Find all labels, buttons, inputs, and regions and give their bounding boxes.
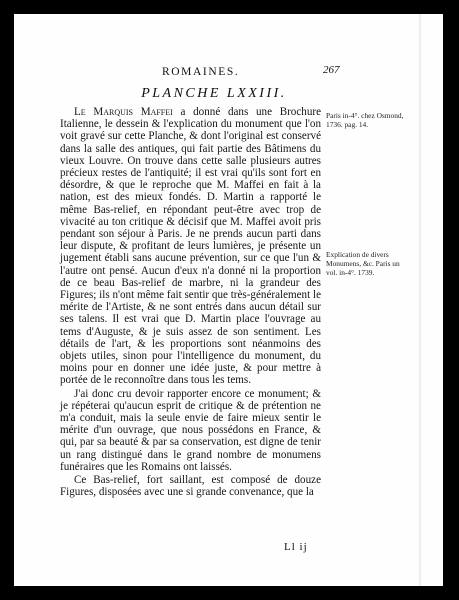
page-spine-shadow bbox=[418, 14, 421, 586]
margin-note: Explication de divers Monumens, &c. Paris un vol. in-4°. 1739. bbox=[326, 250, 400, 277]
body-text bbox=[60, 106, 321, 499]
paragraph-3 bbox=[60, 474, 321, 498]
paragraph-1 bbox=[60, 106, 321, 387]
paragraph-2 bbox=[60, 388, 321, 473]
paragraph-lead: Le Marquis Maffei bbox=[74, 106, 173, 118]
paragraph-text: J'ai donc cru devoir rapporter encore ce monument; & je répéterai qu'aucun esprit de critique & de prétention ne m'a conduit, mais la seule envie de faire mieux sentir le mérite d'un ouvrage, que nous possédons en France, & qui, par sa beauté & par sa conservation, est digne de tenir un rang distingué dans le grand nombre de monumens funéraires que les Romains ont laissés. bbox=[60, 387, 321, 473]
paragraph-text: a donné dans une Brochure Italienne, le dessein & l'explication du monument que l'on voit gravé sur cette Planche, & dont l'original est conservé dans la salle des antiques, qui fait partie des Bâtimens du vieux Louvre. On trouve dans cette salle plusieurs autres précieux restes de l'antiquité; il est vrai qu'ils sont fort en désordre, & que le reproche que M. Maffei en fait à la nation, est des mieux fondés. D. Martin a rapporté le même Bas-relief, en répondant peut-être avec trop de vivacité au ton critique & décisif que M. Maffei avoit pris pendant son séjour à Paris. Je ne prends aucun parti dans leur dispute, & profitant de leurs lumières, je présente un jugement établi sans aucune prévention, sur ce que l'un & l'autre ont pensé. Aucun d'eux n'a donné ni la proportion de ce beau Bas-relief de marbre, ni la grandeur des Figures; ils n'ont même fait sentir que très-généralement le mérite de l'Artiste, & ne sont entrés dans aucun détail sur ses talens. Il est vrai que D. Martin place l'ouvrage au tems d'Auguste, & je suis assez de son sentiment. Les détails de l'art, & les proportions sont néanmoins des objets utiles, sinon pour l'intelligence du monument, du moins pour en donner une idée juste, & pour mettre à portée de le reconnoître dans tous les tems. bbox=[60, 106, 321, 387]
plate-title: PLANCHE LXXIII. bbox=[141, 86, 287, 101]
page-number: 267 bbox=[323, 64, 340, 76]
running-title: ROMAINES. bbox=[162, 66, 240, 78]
margin-note: Paris in-4°. chez Osmond, 1736. pag. 14. bbox=[326, 111, 404, 129]
signature-mark: Ll ij bbox=[284, 541, 308, 553]
paragraph-text: Ce Bas-relief, fort saillant, est composé de douze Figures, disposées avec une si grande convenance, que la bbox=[60, 474, 321, 499]
page-header bbox=[14, 64, 443, 84]
book-page bbox=[14, 14, 443, 586]
